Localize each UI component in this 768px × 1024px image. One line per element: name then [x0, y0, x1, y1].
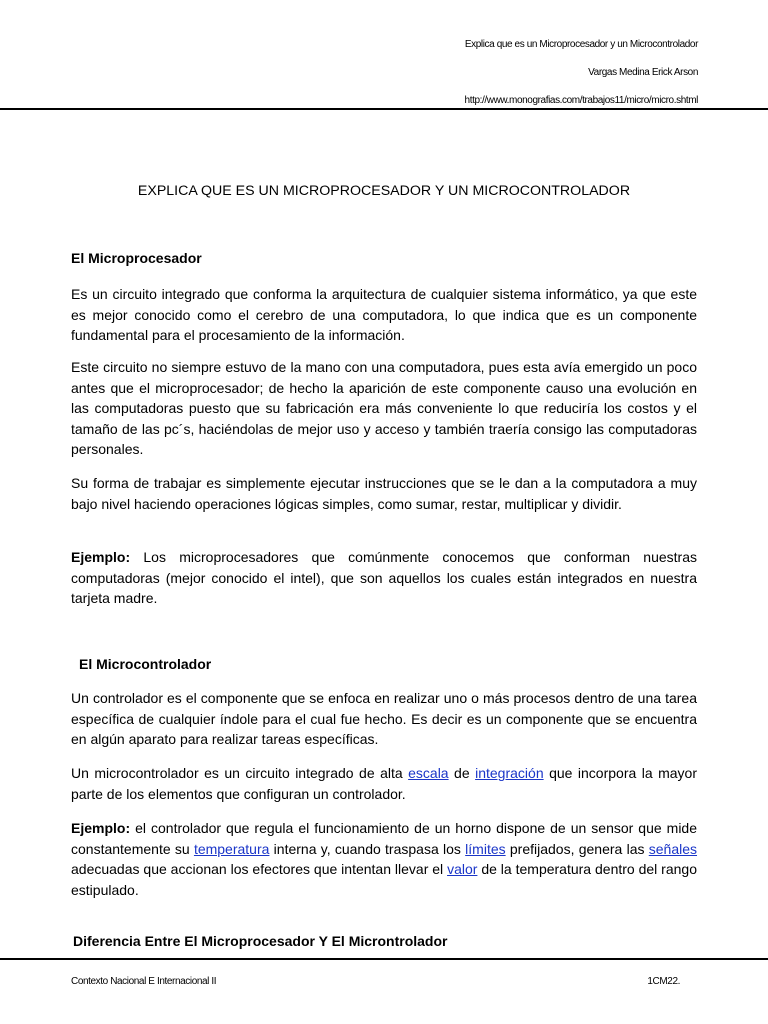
section-heading-microprocesador: El Microprocesador: [71, 250, 202, 266]
paragraph-microcontrolador-integrated: [71, 763, 697, 804]
paragraph-microprocesador-example: [71, 547, 697, 609]
header-divider: [0, 108, 768, 110]
text-run: el controlador que regula el funcionamiento de un horno dispone de un sensor que mide constantemente su: [71, 820, 697, 857]
paragraph-microcontrolador-definition: Un controlador es el componente que se enfoca en realizar uno o más procesos dentro de una tarea específica de cualquier índole para el cual fue hecho. Es decir es un componente que se encuentra en algún aparato para realizar tareas específicas.: [71, 690, 697, 747]
footer-divider: [0, 958, 768, 960]
header-author: Vargas Medina Erick Arson: [588, 67, 698, 78]
section-heading-microcontrolador: El Microcontrolador: [79, 656, 212, 672]
example-text: Los microprocesadores que comúnmente conocemos que conforman nuestras computadoras (mejor conocido el intel), que son aquellos los cuales están integrados en nuestra tarjeta madre.: [71, 549, 697, 606]
footer-group-code: 1CM22.: [647, 976, 680, 987]
text-run: de: [448, 765, 476, 781]
header-document-title: Explica que es un Microprocesador y un Microcontrolador: [464, 39, 698, 50]
text-run: prefijados, genera las: [505, 840, 649, 857]
paragraph-microprocesador-history: Este circuito no siempre estuvo de la mano con una computadora, pues esta avía emergido un poco antes que el microprocesador; de hecho la aparición de este componente causo una evolución en las computadoras puesto que su fabricación era más conveniente lo que reduciría los costos y el tamaño de las pc´s, haciéndolas de mejor uso y acceso y también traería consigo las computadoras personales.: [71, 359, 697, 457]
link-escala[interactable]: escala: [408, 765, 449, 781]
header-source-url: http://www.monografias.com/trabajos11/micro/micro.shtml: [464, 95, 698, 106]
link-senales[interactable]: señales: [648, 840, 698, 857]
link-integracion[interactable]: integración: [475, 765, 544, 781]
paragraph-microprocesador-function: Su forma de trabajar es simplemente ejecutar instrucciones que se le dan a la computadora a muy bajo nivel haciendo operaciones lógicas simples, como sumar, restar, multiplicar y dividir.: [71, 475, 697, 512]
text-run: interna y, cuando traspasa los: [269, 840, 466, 857]
link-limites[interactable]: límites: [465, 840, 506, 857]
text-run: adecuadas que accionan los efectores que intentan llevar el: [71, 861, 448, 877]
section-heading-diferencia: Diferencia Entre El Microprocesador Y El Microntrolador: [73, 933, 448, 949]
text-run: de la temperatura dentro del rango estipulado.: [71, 861, 697, 898]
paragraph-microcontrolador-example: [71, 818, 697, 900]
example-label: Ejemplo:: [71, 820, 131, 836]
link-valor[interactable]: valor: [447, 861, 478, 877]
footer-course-name: Contexto Nacional E Internacional II: [71, 976, 217, 987]
text-run: Un microcontrolador es un circuito integrado de alta: [71, 765, 409, 781]
page-title: EXPLICA QUE ES UN MICROPROCESADOR Y UN MICROCONTROLADOR: [137, 183, 631, 199]
paragraph-microprocesador-definition: Es un circuito integrado que conforma la arquitectura de cualquier sistema informático, ya que este es mejor conocido como el cerebro de una computadora, lo que indica que es un componente fundamental para el procesamiento de la información.: [71, 286, 697, 343]
example-label: Ejemplo:: [71, 549, 131, 565]
link-temperatura[interactable]: temperatura: [193, 840, 270, 857]
text-run: que incorpora la mayor parte de los elementos que configuran un controlador.: [71, 765, 697, 802]
